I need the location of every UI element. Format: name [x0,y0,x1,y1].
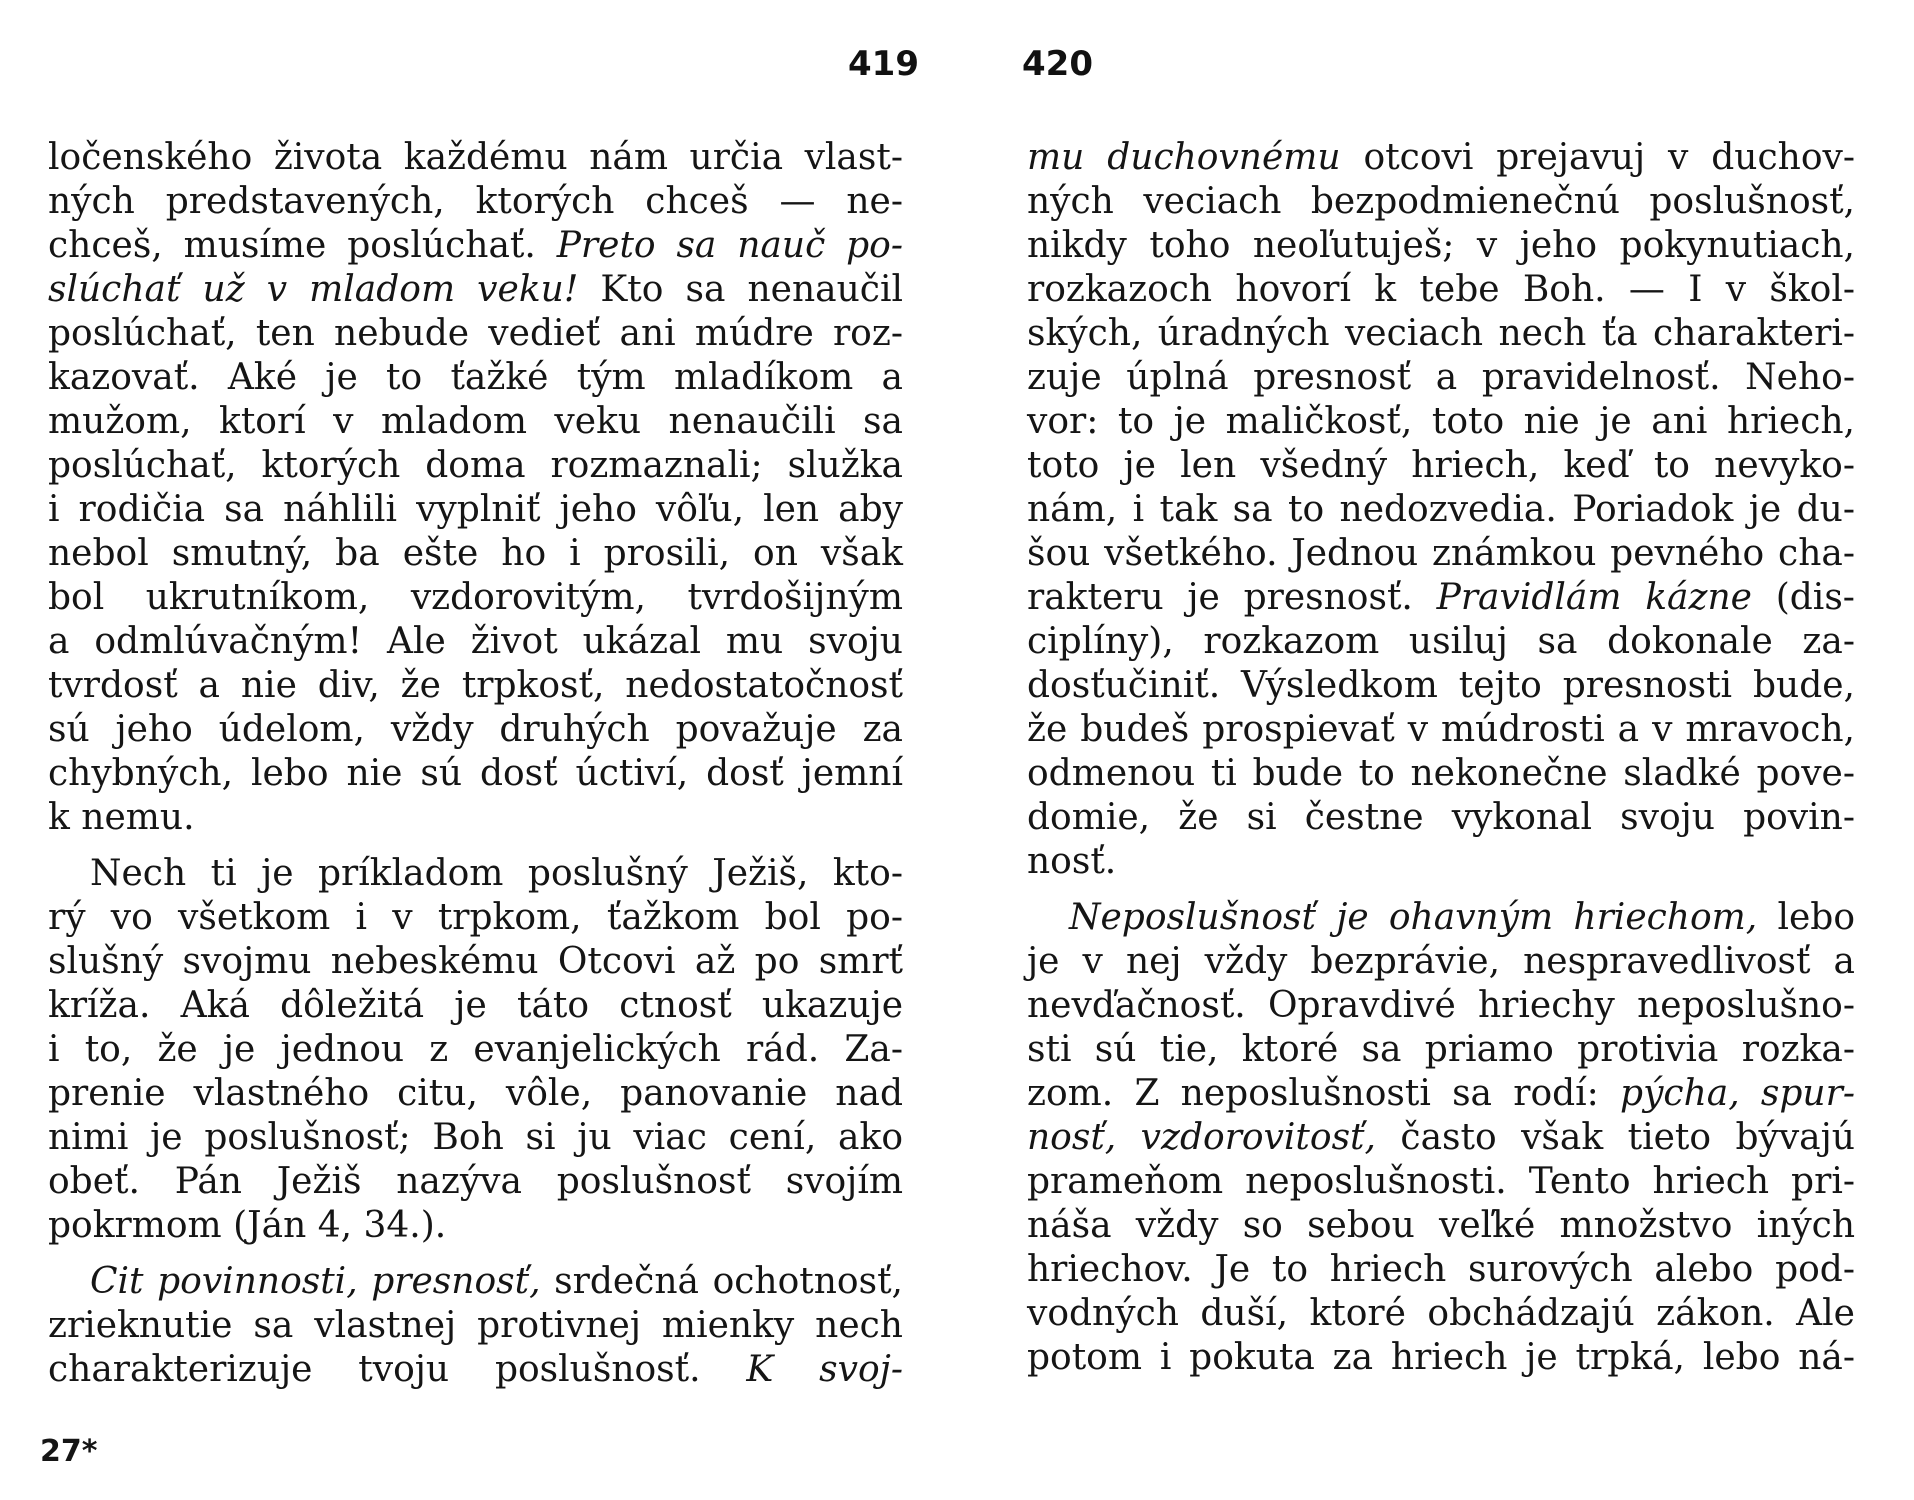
text-line: nikdy toho neoľutuješ; v jeho pokynutiach, [1027,225,1855,266]
text-line: ločenského života každému nám určia vlast- [48,137,903,178]
text-line: rakteru je presnosť. Pravidlám kázne (dis- [1027,577,1855,618]
text-line: k nemu. [48,797,195,838]
text-line: kazovať. Aké je to ťažké tým mladíkom a [48,357,903,398]
text-line: chceš, musíme poslúchať. Preto sa nauč po- [48,225,903,266]
text-line: ných predstavených, ktorých chceš — ne- [48,181,903,222]
text-line: Neposlušnosť je ohavným hriechom, lebo [1069,897,1855,938]
text-line: zom. Z neposlušnosti sa rodí: pýcha, spur- [1027,1073,1855,1114]
text-line: tvrdosť a nie div, že trpkosť, nedostatočnosť [48,665,903,706]
text-line: nevďačnosť. Opravdivé hriechy neposlušno- [1027,985,1855,1026]
text-line: i rodičia sa náhlili vyplniť jeho vôľu, len aby [48,489,903,530]
page-number-right: 420 [1022,44,1093,84]
text-line: potom i pokuta za hriech je trpká, lebo ná- [1027,1337,1855,1378]
text-line: hriechov. Je to hriech surových alebo pod- [1027,1249,1855,1290]
signature-mark: 27* [40,1434,98,1469]
text-line: vodných duší, ktoré obchádzajú zákon. Ale [1027,1293,1855,1334]
text-line: obeť. Pán Ježiš nazýva poslušnosť svojím [48,1161,903,1202]
text-line: Cit povinnosti, presnosť, srdečná ochotnosť, [90,1261,903,1302]
text-line: ciplíny), rozkazom usiluj sa dokonale za- [1027,621,1855,662]
text-line: chybných, lebo nie sú dosť úctiví, dosť jemní [48,753,903,794]
text-line: je v nej vždy bezprávie, nespravedlivosť a [1027,941,1855,982]
text-line: ných veciach bezpodmienečnú poslušnosť, [1027,181,1855,222]
text-line: a odmlúvačným! Ale život ukázal mu svoju [48,621,903,662]
text-line: Nech ti je príkladom poslušný Ježiš, kto- [90,853,903,894]
text-line: poslúchať, ktorých doma rozmaznali; služka [48,445,903,486]
text-line: domie, že si čestne vykonal svoju povin- [1027,797,1855,838]
text-line: zuje úplná presnosť a pravidelnosť. Neho- [1027,357,1855,398]
text-line: šou všetkého. Jednou známkou pevného cha- [1027,533,1855,574]
text-line: mužom, ktorí v mladom veku nenaučili sa [48,401,903,442]
text-line: nimi je poslušnosť; Boh si ju viac cení, ako [48,1117,903,1158]
left-page-text [48,136,903,1392]
text-line: sti sú tie, ktoré sa priamo protivia rozka- [1027,1029,1855,1070]
text-line: rozkazoch hovorí k tebe Boh. — I v škol- [1027,269,1855,310]
text-line: nosť, vzdorovitosť, často však tieto bývajú [1027,1117,1855,1158]
text-line: i to, že je jednou z evanjelických rád. Za- [48,1029,903,1070]
text-line: nosť. [1027,841,1117,882]
text-line: odmenou ti bude to nekonečne sladké pove- [1027,753,1855,794]
text-line: nebol smutný, ba ešte ho i prosili, on však [48,533,903,574]
text-line: prameňom neposlušnosti. Tento hriech pri- [1027,1161,1855,1202]
text-line: bol ukrutníkom, vzdorovitým, tvrdošijným [48,577,903,618]
text-line: sú jeho údelom, vždy druhých považuje za [48,709,903,750]
text-line: toto je len všedný hriech, keď to nevyko- [1027,445,1855,486]
text-line: slúchať už v mladom veku! Kto sa nenaučil [48,269,903,310]
text-line: charakterizuje tvoju poslušnosť. K svoj- [48,1349,903,1390]
text-line: pokrmom (Ján 4, 34.). [48,1205,447,1246]
text-line: vor: to je maličkosť, toto nie je ani hriech, [1027,401,1855,442]
right-page [957,0,1914,1500]
right-page-text [1027,136,1855,1380]
text-line: ských, úradných veciach nech ťa charakteri- [1027,313,1855,354]
text-line: mu duchovnému otcovi prejavuj v duchov- [1027,137,1856,178]
text-line: rý vo všetkom i v trpkom, ťažkom bol po- [48,897,903,938]
text-line: prenie vlastného citu, vôle, panovanie nad [48,1073,903,1114]
text-line: slušný svojmu nebeskému Otcovi až po smrť [48,941,903,982]
text-line: náša vždy so sebou veľké množstvo iných [1027,1205,1855,1246]
text-line: kríža. Aká dôležitá je táto ctnosť ukazuje [48,985,903,1026]
text-line: nám, i tak sa to nedozvedia. Poriadok je du- [1027,489,1855,530]
text-line: dosťučiniť. Výsledkom tejto presnosti bude, [1027,665,1855,706]
text-line: že budeš prospievať v múdrosti a v mravoch, [1027,709,1855,750]
text-line: poslúchať, ten nebude vedieť ani múdre roz- [48,313,903,354]
text-line: zrieknutie sa vlastnej protivnej mienky nech [48,1305,903,1346]
page-number-left: 419 [848,44,919,84]
